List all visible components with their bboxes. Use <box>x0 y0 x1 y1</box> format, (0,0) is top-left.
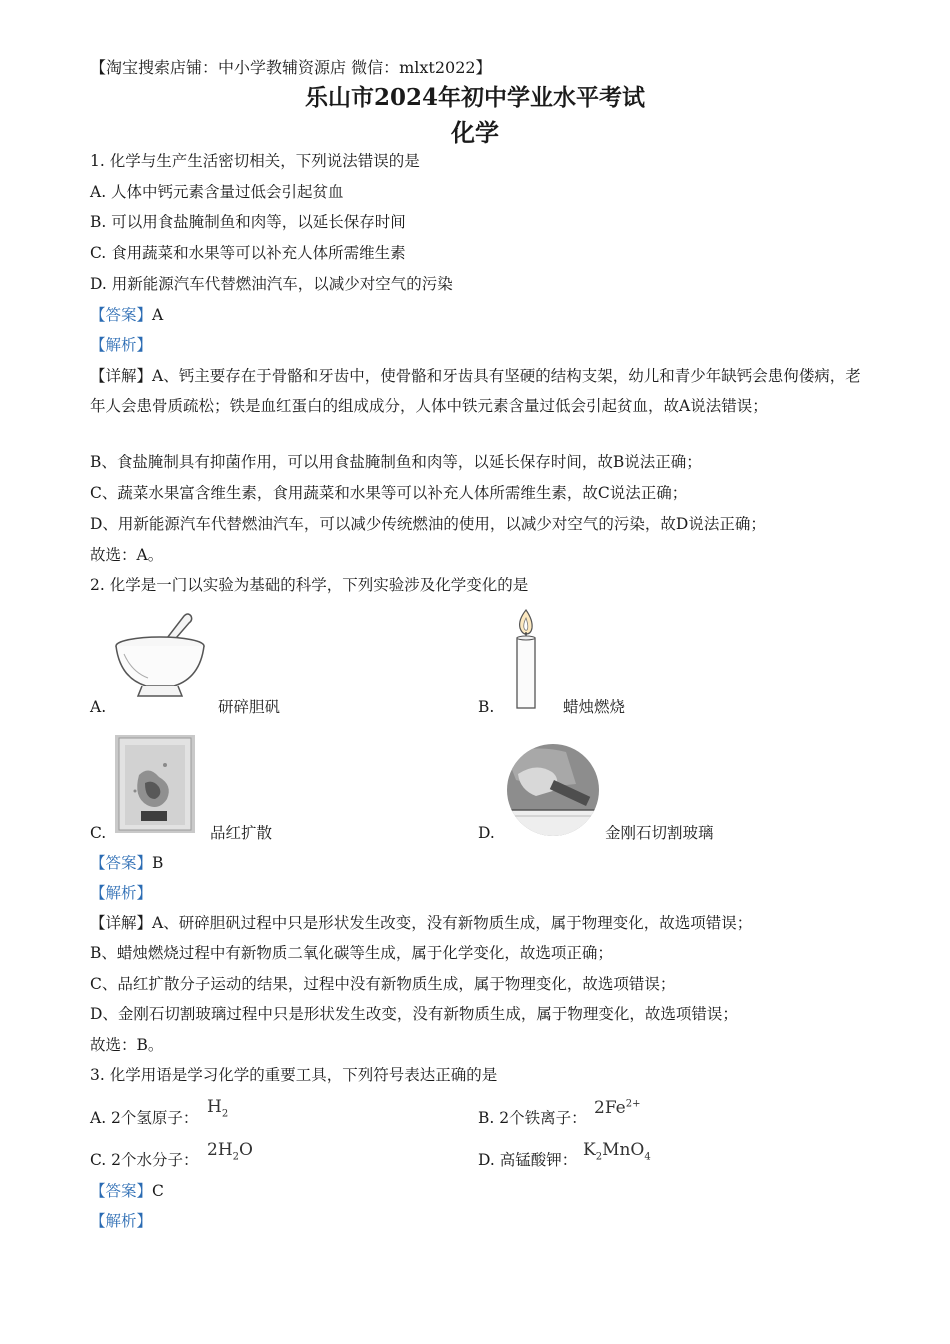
q2-option-a-text: 研碎胆矾 <box>218 698 281 716</box>
q1-option-d: D. 用新能源汽车代替燃油汽车，以减少对空气的污染 <box>90 275 453 293</box>
q1-conclusion: 故选：A。 <box>90 546 164 564</box>
answer-tag: 【答案】 <box>90 854 153 872</box>
q2-detail-c: C、品红扩散分子运动的结果，过程中没有新物质生成，属于物理变化，故选项错误； <box>90 975 676 993</box>
dye-diffusion-photo <box>115 735 195 833</box>
candle-icon <box>508 608 544 712</box>
q2-stem: 2. 化学是一门以实验为基础的科学，下列实验涉及化学变化的是 <box>90 576 529 594</box>
subject-title: 化学 <box>451 118 499 147</box>
q3-option-c: C. 2个水分子： <box>90 1151 199 1169</box>
detail-tag: 【详解】 <box>90 367 153 385</box>
q3-option-a: A. 2个氢原子： <box>90 1109 199 1127</box>
q3-option-c-formula: $2H_2O$ <box>207 1140 253 1163</box>
q2-option-c-text: 品红扩散 <box>210 824 273 842</box>
detail-tag: 【详解】 <box>90 914 153 932</box>
q2-conclusion: 故选：B。 <box>90 1036 164 1054</box>
q3-option-d: D. 高锰酸钾： <box>478 1151 578 1169</box>
q2-option-a-letter: A. <box>90 698 107 716</box>
exam-title: 乐山市2024年初中学业水平考试 <box>304 84 645 111</box>
glass-cutting-photo <box>506 744 600 836</box>
q2-option-d-letter: D. <box>478 824 495 842</box>
q3-option-d-formula: $K_2MnO_4$ <box>583 1140 651 1163</box>
q1-option-a: A. 人体中钙元素含量过低会引起贫血 <box>90 183 344 201</box>
q2-detail-b: B、蜡烛燃烧过程中有新物质二氧化碳等生成，属于化学变化，故选项正确； <box>90 944 613 962</box>
q1-option-c: C. 食用蔬菜和水果等可以补充人体所需维生素 <box>90 244 406 262</box>
mortar-pestle-icon <box>112 612 208 708</box>
q3-answer <box>90 1181 164 1201</box>
q1-detail-d: D、用新能源汽车代替燃油汽车，可以减少传统燃油的使用，以减少对空气的污染，故D说法正确； <box>90 515 766 533</box>
q1-stem: 1. 化学与生产生活密切相关，下列说法错误的是 <box>90 152 420 170</box>
q2-analysis-tag: 【解析】 <box>90 884 153 902</box>
q3-option-b: B. 2个铁离子： <box>478 1109 587 1127</box>
q2-option-b-letter: B. <box>478 698 495 716</box>
q1-option-b: B. 可以用食盐腌制鱼和肉等，以延长保存时间 <box>90 213 406 231</box>
q3-option-b-formula: $2Fe^{2+}$ <box>594 1098 641 1118</box>
q1-answer <box>90 305 163 325</box>
answer-tag: 【答案】 <box>90 1182 153 1200</box>
answer-tag: 【答案】 <box>90 306 153 324</box>
q2-detail-a: 【详解】A、研碎胆矾过程中只是形状发生改变，没有新物质生成，属于物理变化，故选项错误； <box>90 914 753 932</box>
answer-value: C <box>152 1182 164 1200</box>
q1-detail-a: 【详解】A、钙主要存在于骨骼和牙齿中，使骨骼和牙齿具有坚硬的结构支架，幼儿和青少年缺钙会患佝偻病，老年人会患骨质疏松；铁是血红蛋白的组成成分，人体中铁元素含量过低会引起贫血，故A说法错误； <box>90 367 861 415</box>
q1-detail-b: B、食盐腌制具有抑菌作用，可以用食盐腌制鱼和肉等，以延长保存时间，故B说法正确； <box>90 453 702 471</box>
q2-option-d-text: 金刚石切割玻璃 <box>605 824 714 842</box>
q3-option-a-formula: $H_2$ <box>207 1097 229 1120</box>
q3-stem: 3. 化学用语是学习化学的重要工具，下列符号表达正确的是 <box>90 1066 498 1084</box>
q1-detail-c: C、蔬菜水果富含维生素，食用蔬菜和水果等可以补充人体所需维生素，故C说法正确； <box>90 484 688 502</box>
answer-value: A <box>152 306 164 324</box>
q2-detail-d: D、金刚石切割玻璃过程中只是形状发生改变，没有新物质生成，属于物理变化，故选项错误； <box>90 1005 738 1023</box>
q1-analysis-tag: 【解析】 <box>90 336 153 354</box>
shop-notice: 【淘宝搜索店铺：中小学教辅资源店 微信：mlxt2022】 <box>90 58 492 77</box>
q2-option-b-text: 蜡烛燃烧 <box>563 698 626 716</box>
q2-answer <box>90 853 163 873</box>
q3-analysis-tag: 【解析】 <box>90 1212 153 1230</box>
q2-option-c-letter: C. <box>90 824 107 842</box>
answer-value: B <box>152 854 164 872</box>
